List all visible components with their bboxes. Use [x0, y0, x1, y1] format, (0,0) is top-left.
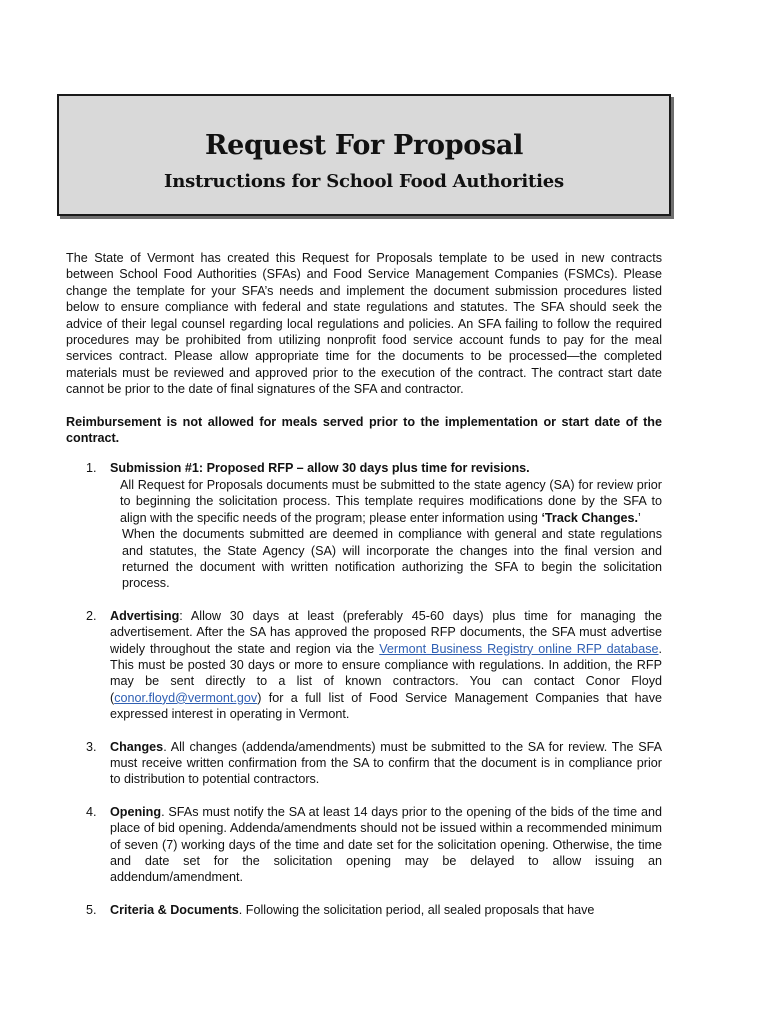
step-heading: Changes [110, 739, 164, 754]
list-item [66, 739, 662, 788]
reimbursement-notice: Reimbursement is not allowed for meals served prior to the implementation or start date of the contract. [66, 414, 662, 446]
intro-paragraph: The State of Vermont has created this Request for Proposals template to be used in new contracts between School Food Authorities (SFAs) and Food Service Management Companies (FSMCs). Please change the template for your SFA’s needs and implement the document submission procedures listed below to ensure compliance with federal and state regulations and statutes. The SFA should seek the advice of their legal counsel regarding local regulations and policies. An SFA failing to follow the required procedures may be prohibited from utilizing nonprofit food service account funds to pay for the meal services contract. Please allow appropriate time for the documents to be processed—the completed materials must be reviewed and approved prior to the execution of the contract. The contract start date cannot be prior to the date of final signatures of the SFA and contractor. [66, 251, 662, 397]
list-item [66, 804, 662, 886]
step-text: . Following the solicitation period, all sealed proposals that have [238, 902, 595, 917]
list-item [66, 608, 662, 723]
step-text: All Request for Proposals documents must be submitted to the state agency (SA) for review prior to beginning the solicitation process. This template requires modifications done by the SFA to align with the specific needs of the program; please enter information using [120, 477, 662, 525]
step-paragraph [110, 477, 662, 526]
step-text: ) for a full list of Food Service Management Companies that have expressed interest in operating in Vermont. [110, 690, 662, 722]
page-title: Request For Proposal [204, 130, 524, 161]
list-number: 5. [86, 902, 97, 917]
procedure-list [66, 460, 662, 918]
step-heading: Advertising [110, 608, 180, 623]
step-heading: Submission #1: Proposed RFP – allow 30 days plus time for revisions. [110, 461, 530, 476]
step-text: : Allow 30 days at least (preferably 45-60 days) plus time for managing the advertisement. After the SA has approved the proposed RFP documents, the SFA must advertise widely throughout the state and region via the [110, 608, 662, 656]
title-box [57, 94, 671, 216]
page-subtitle: Instructions for School Food Authorities [164, 171, 564, 192]
registry-link[interactable]: Vermont Business Registry online RFP database [379, 641, 659, 656]
step-paragraph: When the documents submitted are deemed in compliance with general and state regulations and statutes, the State Agency (SA) will incorporate the changes into the final version and returned the document with written notification authorizing the SFA to begin the solicitation process. [122, 527, 662, 591]
step-text: . SFAs must notify the SA at least 14 days prior to the opening of the bids of the time and place of bid opening. Addenda/amendments should not be issued within a recommended minimum of seven (7) working days of the time and date set for the solicitation opening. Otherwise, the time and date set for the solicitation opening may be delayed to allow issuing an addendum/amendment. [110, 804, 662, 885]
track-changes-label: ‘Track Changes. [541, 510, 639, 525]
email-link[interactable]: conor.floyd@vermont.gov [114, 690, 258, 705]
step-text: ’ [638, 510, 641, 525]
document-body [66, 250, 662, 934]
list-item [66, 902, 662, 918]
step-text: . All changes (addenda/amendments) must be submitted to the SA for review. The SFA must receive written confirmation from the SA to confirm that the document is in compliance prior to distribution to potential contractors. [110, 739, 662, 787]
list-item [66, 460, 662, 591]
list-number: 3. [86, 739, 97, 754]
list-number: 1. [86, 461, 97, 476]
step-text: . This must be posted 30 days or more to ensure compliance with regulations. In addition, the RFP may be sent directly to a list of known contractors. You can contact Conor Floyd ( [110, 641, 662, 705]
list-number: 2. [86, 608, 97, 623]
list-number: 4. [86, 804, 97, 819]
step-heading: Opening [110, 804, 162, 819]
step-heading: Criteria & Documents [110, 902, 239, 917]
